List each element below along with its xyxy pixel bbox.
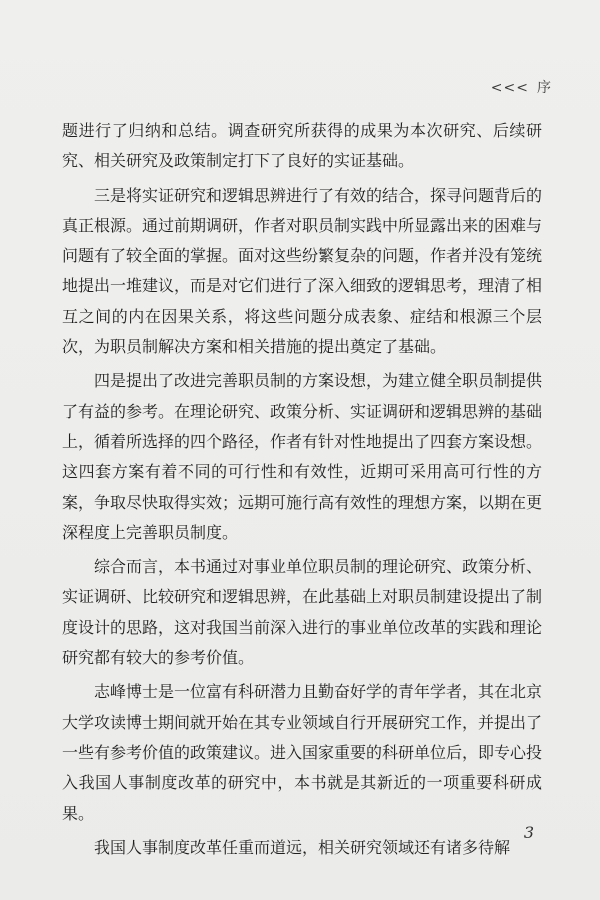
paragraph: 四是提出了改进完善职员制的方案设想，为建立健全职员制提供了有益的参考。在理论研究、政策分析、实证调研和逻辑思辨的基础上，循着所选择的四个路径，作者有针对性地提出了四套方案设想。这四套方案有着不同的可行性和有效性，近期可采用高可行性的方案，争取尽快取得实效；远期可施行高有效性的理想方案，以期在更深程度上完善职员制度。 (62, 371, 543, 542)
header-section-title: 序 (537, 80, 552, 96)
paragraph: 志峰博士是一位富有科研潜力且勤奋好学的青年学者，其在北京大学攻读博士期间就开始在其专业领域自行开展研究工作，并提出了一些有参考价值的政策建议。进入国家重要的科研单位后，即专心投入我国人事制度改革的研究中，本书就是其新近的一项重要科研成果。 (62, 682, 543, 823)
running-header (491, 77, 552, 97)
body-text (62, 116, 542, 867)
header-arrow-mark: <<< (490, 80, 529, 96)
paragraph: 我国人事制度改革任重而道远，相关研究领域还有诸多待解 (94, 837, 511, 857)
paragraph-continued: 题进行了归纳和总结。调查研究所获得的成果为本次研究、后续研究、相关研究及政策制定打下了良好的实证基础。 (62, 121, 542, 171)
paragraph: 综合而言，本书通过对事业单位职员制的理论研究、政策分析、实证调研、比较研究和逻辑思辨，在此基础上对职员制建设提出了制度设计的思路，这对我国当前深入进行的事业单位改革的实践和理论研究都有较大的参考价值。 (62, 557, 543, 668)
paragraph: 三是将实证研究和逻辑思辨进行了有效的结合，探寻问题背后的真正根源。通过前期调研，作者对职员制实践中所显露出来的困难与问题有了较全面的掌握。面对这些纷繁复杂的问题，作者并没有笼统地提出一堆建议，而是对它们进行了深入细致的逻辑思考，理清了相互之间的内在因果关系，将这些问题分成表象、症结和根源三个层次，为职员制解决方案和相关措施的提出奠定了基础。 (62, 185, 543, 357)
page-number: 3 (523, 823, 534, 842)
